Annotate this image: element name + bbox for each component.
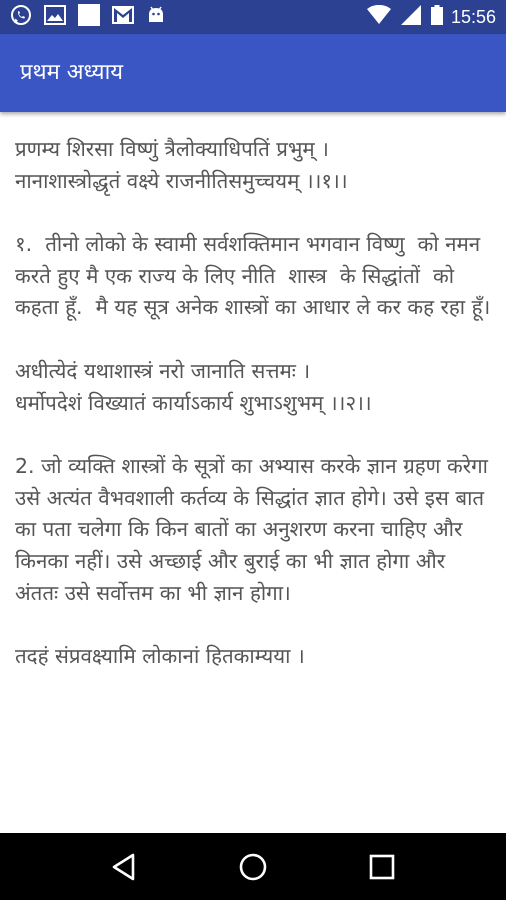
battery-icon [431,5,443,29]
home-icon [238,852,268,882]
status-bar [0,0,506,34]
wifi-icon [367,5,391,29]
status-time: 15:56 [450,6,496,27]
back-icon [111,853,137,881]
app-bar [0,34,506,112]
page-title: प्रथम अध्याय [20,60,124,85]
recents-button[interactable] [352,837,412,897]
blank-notification-icon [78,4,100,30]
whatsapp-icon [10,4,32,30]
recents-icon [369,854,395,880]
translation-2: 2. जो व्यक्ति शास्त्रों के सूत्रों का अभ्यास करके ज्ञान ग्रहण करेगा उसे अत्यंत वैभवशाली कर्तव्य के सिद्धांत ज्ञात होगे। उसे इस बात का पता चलेगा कि किन बातों का अनुशरण करना चाहिए और किनका नहीं। उसे अच्छाई और बुराई का भी ज्ञात होगा और अंततः उसे सर्वोत्तम का भी ज्ञान होगा। [15,454,495,605]
shloka-1: प्रणम्य शिरसा विष्णुं त्रैलोक्याधिपतिं प्रभुम् । नानाशास्त्रोद्धृतं वक्ष्ये राजनीतिसमुच्चयम् ।।१।। [15,137,348,193]
chapter-content[interactable] [0,112,506,833]
gmail-icon [112,6,134,28]
home-button[interactable] [223,837,283,897]
android-icon [146,5,166,29]
translation-1: १. तीनो लोको के स्वामी सर्वशक्तिमान भगवान विष्णु को नमन करते हुए मै एक राज्य के लिए नीति शास्त्र के सिद्धांतों को कहता हूँ. मै यह सूत्र अनेक शास्त्रों का आधार ले कर कह रहा हूँ। [15,232,491,320]
status-notifications [10,4,178,30]
navigation-bar [0,833,506,900]
gallery-icon [44,5,66,29]
shloka-2: अधीत्येदं यथाशास्त्रं नरो जानाति सत्तमः । धर्मोपदेशं विख्यातं कार्याऽकार्य शुभाऽशुभम् ।।२।। [15,358,372,415]
shloka-3: तदहं संप्रवक्ष्यामि लोकानां हितकाम्यया । [15,644,305,669]
back-button[interactable] [94,837,154,897]
status-system [357,5,496,29]
signal-icon [401,5,421,29]
